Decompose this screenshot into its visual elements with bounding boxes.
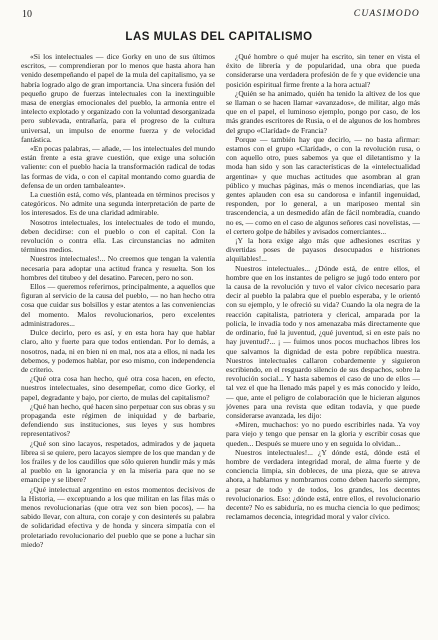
page-number: 10 [22,8,32,20]
paragraph: Nuestros intelectuales!... ¿Y dónde está, dónde está el hombre de verdadera integridad moral, de alma fuerte y de conciencia limpia, sin dobleces, de una pieza, que se atreva ahora, a hablarnos y nombrarnos como deben hacerlo siempre, a pesar de todo y de todos, los grandes, los decentes revolucionarios. Eso: ¿dónde está, entre ellos, el revolucionario decente? No es sabiduría, no es mucha ciencia lo que pedimos; reclamamos decencia, integridad moral y valor cívico. [226,447,420,522]
paragraph: ¿Qué intelectual argentino en estos momentos decisivos de la Historia, — exceptuando a los que militan en las filas más o menos revolucionarias (que otra vez son bien pocos), — ha sabido llevar, con altura, con coraje y con desinterés su palabra de solidaridad efectiva y de honda y sincera simpatía con el proletariado revolucionario del pueblo que se pone a luchar sin miedo? [21,484,215,549]
paragraph: La cuestión está, como vés, planteada en términos precisos y categóricos. No admite una segunda interpretación de parte de los interesados. Es de una claridad admirable. [21,190,215,218]
paragraph: ¡Y la hora exige algo más que adhesiones escritas y divertidas poses de payasos desocupados e histriones alquilables!... [226,236,420,264]
paragraph: ¿Qué han hecho, qué hacen sino perpetuar con sus obras y su propaganda este régimen de iniquidad y de barbarie, defendiendo sus instituciones, sus leyes y sus hombres representativos? [21,401,215,439]
running-title: CUASIMODO [353,9,420,19]
article-body [21,52,420,630]
paragraph: ¿Qué hombre o qué mujer ha escrito, sin tener en vista el éxito de librería y de popularidad, una obra que pueda considerarse una verdadera profesión de fe y que evidencie una posición espiritual firme frente a la hora actual? [226,52,420,89]
paragraph: Nuestros intelectuales... ¿Dónde está, de entre ellos, el hombre que en los instantes de peligro se jugó todo entero por la causa de la revolución y tuvo el valor cívico necesario para decir al pueblo la palabra que el pueblo esperaba, y le orientó con su ejemplo, y le ofreció su vida? Cuando la ola negra de la reacción capitalista, patriotera y clerical, amparada por la policía, le invadía todo y nos amenazaba más directamente que de ordinario, fué la juventud, ¿qué juventud, si en este país no hay juventud?... ¡ — fuimos unos pocos muchachos libres los que salvamos la dignidad de esta pobre república nuestra. Nuestros intelectuales callaron cobardemente y siguieron escribiendo, en el resguardo silencio de sus despachos, sobre la revolución social... Y hasta sabemos el caso de uno de ellos — tal vez el que ha llenado más papel y es más conocido y leído, — que, ante el peligro de colaboración que le hicieran algunos jóvenes para una revista que editan todavía, y que puede considerarse avanzada, les dijo: [226,263,420,420]
paragraph: ¿Qué otra cosa han hecho, qué otra cosa hacen, en efecto, nuestros intelectuales, sino desempeñar, como dice Gorky, el papel, degradante y bajo, por cierto, de mulas del capitalismo? [21,374,215,402]
paragraph: ¿Quién se ha animado, quién ha tenido la altivez de los que se llaman o se hacen llamar «avanzados», de militar, algo más que en el papel, el luminoso ejemplo, pongo por caso, de los más grandes escritores de Rusia, o el de algunos de los hombres del grupo «Clarídad» de Francia? [226,88,420,135]
right-column [226,52,420,630]
page-header [22,6,420,22]
paragraph: Nuestros intelectuales!... No creemos que tengan la valentía necesaria para adoptar una actitud franca y resuelta. Son los hombres del titubeo y del desatino. Parecen, pero no son. [21,254,215,282]
paragraph: «Miren, muchachos: yo no puedo escribirles nada. Ya voy para viejo y tengo que pensar en la gloria y escribir cosas que queden... Después se muere uno y en seguida lo olvidan... [226,420,420,448]
paragraph: Ellos — queremos referirnos, principalmente, a aquellos que figuran al servicio de la causa del pueblo, — no han hecho otra cosa que cuidar sus bolsillos y estar atentos a las conveniencias del momento. Malos revolucionarios, pero excelentes administradores... [21,282,215,328]
paragraph: Nosotros intelectuales, los intelectuales de todo el mundo, deben decidirse: con el pueblo o con el capital. Con la revolución o contra ella. Las circunstancias no admiten términos medios. [21,217,215,255]
paragraph: «En pocas palabras, — añade, — los intelectuales del mundo están frente a esta grave cuestión, que exige una solución valiente: con el pueblo hacia la transformación radical de todas las formas de vida, o con el capital montando como guardia de defensa de un orden tambaleante». [21,144,215,190]
article-title: LAS MULAS DEL CAPITALISMO [125,31,313,43]
paragraph: ¿Qué son sino lacayos, respetados, admirados y de jaqueta librea si se quiere, pero lacayos siempre de los que mandan y de los frailes y de los caudillos que sólo quieren hundir más y más al pueblo en la ignorancia y en la miseria para que no se emancipe y se libere? [21,438,215,485]
paragraph: Dulce decirlo, pero es así, y en esta hora hay que hablar claro, alto y fuerte para que todos entiendan. Por lo demás, a nosotros, nada, ni en bien ni en mal, nos ata a ellos, ni nada les debemos, y podemos hablar, por eso mismo, con independencia de criterio. [21,328,215,374]
paragraph: Porque — también hay que decirlo, — no basta afirmar: estamos con el grupo «Clarídad», o con la revolución rusa, o con aquello otro, pues sabemos ya que el diletantismo y la moda han sido y son las características de la «intelectualidad argentina» y que muchas actitudes que asombran al gran público y muchas páginas, más o menos incendiarias, que las gentes aplauden con esa su candorosa e infantil ingenuidad, responden, por lo general, a un mariposeo mental sin trascendencia, a un desmedido afán de fácil nombradía, cuando no es, — como en el caso de algunos señores casi novelistas, — el certero golpe de hábiles y avisados comerciantes... [226,134,420,236]
left-column [21,52,215,630]
paragraph: «Si los intelectuales — dice Gorky en uno de sus últimos escritos, — comprendieran por lo menos que hasta ahora han venido desempeñando el papel de la mula del capitalismo, ya se habría logrado algo de gran importancia. Una sincera fusión del pequeño grupo de fuerzas intelectuales con la inextinguible masa de energías emocionales del pueblo, la armonía entre el intelecto explotado y organizado con la voluntad desorganizada pero sublevada, entrañaría, para el progreso de la cultura universal, un impulso de enorme fuerza y de velocidad fantástica. [21,52,215,144]
